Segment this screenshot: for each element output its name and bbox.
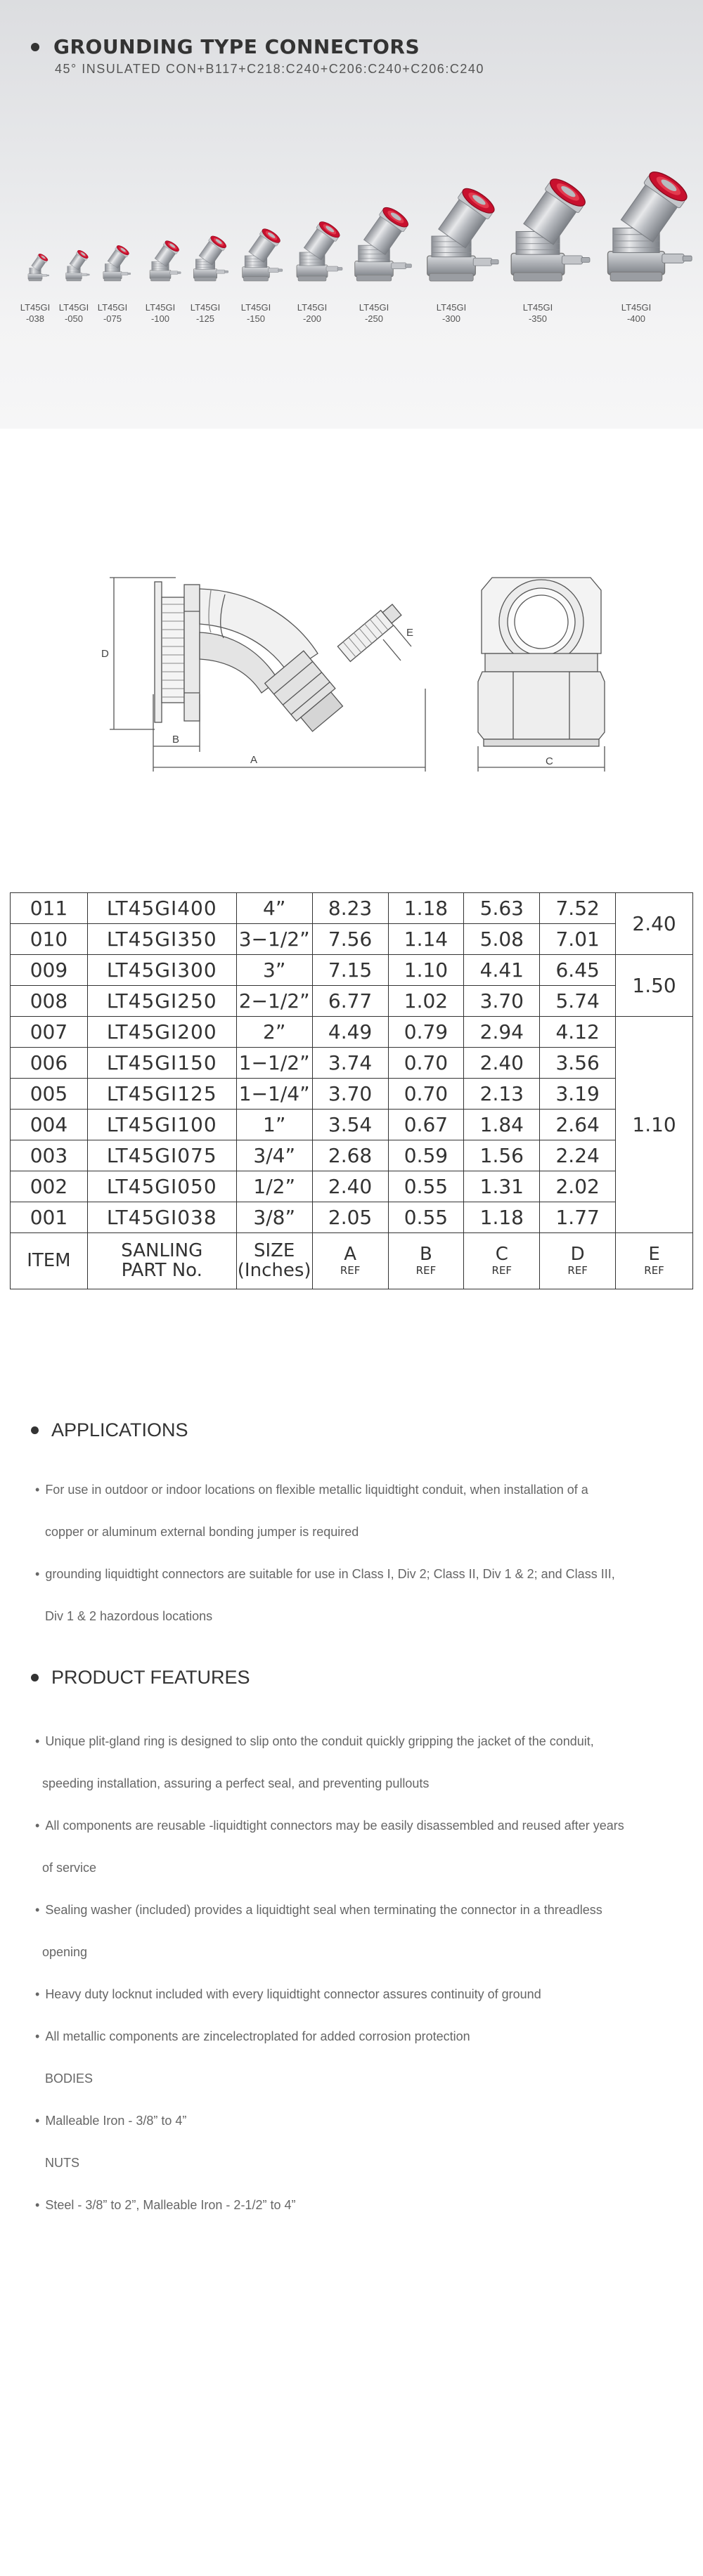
table-row [11, 1140, 693, 1171]
cell-b: 0.79 [388, 1017, 464, 1048]
cell-e: 1.50 [616, 955, 693, 1017]
cell-size: 3−1/2” [236, 924, 312, 955]
feature-item: • Heavy duty locknut included with every liquidtight connector assures continuity of ground [35, 1987, 541, 2001]
connector-label: LT45GI -200 [297, 302, 328, 324]
connector-image-4 [150, 239, 181, 281]
connector-image-8 [355, 204, 412, 281]
cell-d: 3.19 [540, 1079, 616, 1110]
hero-banner [0, 0, 703, 429]
cell-size: 4” [236, 893, 312, 924]
connector-image-1 [28, 252, 49, 281]
connector-image-11 [608, 167, 692, 281]
cell-a: 2.68 [312, 1140, 388, 1171]
feature-item: • All metallic components are zincelectroplated for added corrosion protection [35, 2029, 470, 2043]
cell-c: 4.41 [464, 955, 540, 986]
table-row [11, 1110, 693, 1140]
table-header-row [11, 1233, 693, 1289]
connector-image-9 [427, 184, 498, 281]
cell-c: 5.08 [464, 924, 540, 955]
cell-a: 3.70 [312, 1079, 388, 1110]
page-subtitle: 45° INSULATED CON+B117+C218:C240+C206:C240+C206:C240 [55, 62, 484, 76]
table-row [11, 1171, 693, 1202]
cell-a: 2.40 [312, 1171, 388, 1202]
cell-b: 0.67 [388, 1110, 464, 1140]
cell-b: 0.55 [388, 1202, 464, 1233]
cell-e: 2.40 [616, 893, 693, 955]
cell-a: 2.05 [312, 1202, 388, 1233]
cell-part: LT45GI100 [87, 1110, 236, 1140]
spec-table [10, 892, 693, 1289]
page-title: GROUNDING TYPE CONNECTORS [53, 35, 420, 58]
applications-title: APPLICATIONS [51, 1419, 188, 1440]
feature-item: • Unique plit-gland ring is designed to slip onto the conduit quickly gripping the jacket of the conduit, [35, 1734, 594, 1748]
cell-size: 2” [236, 1017, 312, 1048]
applications-item-cont: Div 1 & 2 hazordous locations [45, 1609, 213, 1623]
cell-d: 4.12 [540, 1017, 616, 1048]
cell-size: 1−1/4” [236, 1079, 312, 1110]
cell-item: 002 [11, 1171, 88, 1202]
dim-label-e: E [406, 627, 414, 639]
cell-item: 008 [11, 986, 88, 1017]
cell-c: 1.56 [464, 1140, 540, 1171]
cell-part: LT45GI075 [87, 1140, 236, 1171]
applications-item: • grounding liquidtight connectors are suitable for use in Class I, Div 2; Class II, Div 1 & 2; and Class III, [35, 1567, 615, 1581]
table-row [11, 1202, 693, 1233]
cell-c: 1.18 [464, 1202, 540, 1233]
dim-label-b: B [172, 734, 180, 746]
applications-item: • For use in outdoor or indoor locations on flexible metallic liquidtight conduit, when installation of a [35, 1483, 588, 1497]
dim-label-c: C [546, 755, 553, 767]
features-title: PRODUCT FEATURES [51, 1667, 250, 1688]
cell-item: 009 [11, 955, 88, 986]
connector-label: LT45GI -075 [97, 302, 128, 324]
connector-label: LT45GI -350 [522, 302, 553, 324]
bullet-dot-icon [31, 1426, 39, 1434]
feature-item: • Steel - 3/8” to 2”, Malleable Iron - 2-1/2” to 4” [35, 2198, 296, 2212]
connector-lineup-image [0, 0, 703, 429]
connector-image-10 [511, 174, 590, 281]
cell-part: LT45GI300 [87, 955, 236, 986]
cell-size: 1/2” [236, 1171, 312, 1202]
connector-label: LT45GI -250 [359, 302, 389, 324]
cell-part: LT45GI350 [87, 924, 236, 955]
cell-part: LT45GI250 [87, 986, 236, 1017]
cell-b: 1.02 [388, 986, 464, 1017]
header-cell: ITEM [11, 1233, 88, 1289]
cell-size: 3” [236, 955, 312, 986]
connector-label: LT45GI -125 [190, 302, 221, 324]
table-row [11, 955, 693, 986]
cell-c: 2.40 [464, 1048, 540, 1079]
connector-label: LT45GI -150 [240, 302, 271, 324]
feature-subheading-nuts: NUTS [45, 2156, 79, 2170]
header-cell: SIZE (Inches) [236, 1233, 312, 1289]
cell-c: 5.63 [464, 893, 540, 924]
cell-c: 1.84 [464, 1110, 540, 1140]
feature-item-cont: speeding installation, assuring a perfect seal, and preventing pullouts [42, 1776, 430, 1790]
cell-a: 3.54 [312, 1110, 388, 1140]
cell-part: LT45GI400 [87, 893, 236, 924]
cell-a: 6.77 [312, 986, 388, 1017]
dimension-drawing [0, 548, 703, 801]
cell-d: 7.52 [540, 893, 616, 924]
header-cell: D REF [540, 1233, 616, 1289]
cell-part: LT45GI038 [87, 1202, 236, 1233]
table-row [11, 1017, 693, 1048]
connector-image-7 [297, 219, 342, 281]
cell-d: 2.24 [540, 1140, 616, 1171]
cell-size: 3/8” [236, 1202, 312, 1233]
cell-item: 007 [11, 1017, 88, 1048]
cell-item: 004 [11, 1110, 88, 1140]
cell-c: 3.70 [464, 986, 540, 1017]
cell-b: 1.10 [388, 955, 464, 986]
cell-part: LT45GI200 [87, 1017, 236, 1048]
cell-part: LT45GI150 [87, 1048, 236, 1079]
cell-item: 005 [11, 1079, 88, 1110]
cell-size: 2−1/2” [236, 986, 312, 1017]
cell-item: 001 [11, 1202, 88, 1233]
feature-item: • All components are reusable -liquidtight connectors may be easily disassembled and reused after years [35, 1819, 624, 1833]
cell-a: 7.56 [312, 924, 388, 955]
header-cell: A REF [312, 1233, 388, 1289]
connector-label: LT45GI -100 [145, 302, 176, 324]
bullet-dot-icon [31, 1674, 39, 1681]
cell-d: 3.56 [540, 1048, 616, 1079]
cell-b: 1.14 [388, 924, 464, 955]
connector-image-2 [66, 249, 90, 281]
feature-subheading-bodies: BODIES [45, 2071, 93, 2086]
cell-size: 1” [236, 1110, 312, 1140]
cell-item: 003 [11, 1140, 88, 1171]
cell-e: 1.10 [616, 1017, 693, 1233]
cell-a: 3.74 [312, 1048, 388, 1079]
features-heading [31, 1667, 250, 1689]
cell-d: 6.45 [540, 955, 616, 986]
connector-label: LT45GI -038 [20, 302, 51, 324]
header-cell: E REF [616, 1233, 693, 1289]
cell-b: 1.18 [388, 893, 464, 924]
spec-table-body [11, 893, 693, 1289]
cell-c: 1.31 [464, 1171, 540, 1202]
cell-d: 2.02 [540, 1171, 616, 1202]
end-view-drawing [478, 578, 605, 772]
cell-size: 3/4” [236, 1140, 312, 1171]
dim-label-a: A [250, 754, 258, 766]
feature-item: • Sealing washer (included) provides a liquidtight seal when terminating the connector in a threadless [35, 1903, 602, 1917]
cell-size: 1−1/2” [236, 1048, 312, 1079]
header-cell: SANLING PART No. [87, 1233, 236, 1289]
cell-d: 5.74 [540, 986, 616, 1017]
connector-label: LT45GI -050 [58, 302, 89, 324]
cell-b: 0.70 [388, 1079, 464, 1110]
cell-b: 0.70 [388, 1048, 464, 1079]
cell-part: LT45GI125 [87, 1079, 236, 1110]
connector-label: LT45GI -300 [436, 302, 467, 324]
cell-item: 010 [11, 924, 88, 955]
dim-label-d: D [101, 648, 109, 660]
connector-image-6 [243, 226, 283, 281]
cell-a: 8.23 [312, 893, 388, 924]
feature-item-cont: opening [42, 1945, 88, 1959]
cell-d: 7.01 [540, 924, 616, 955]
feature-item-cont: of service [42, 1861, 97, 1875]
applications-item-cont: copper or aluminum external bonding jumper is required [45, 1525, 359, 1539]
applications-heading [31, 1419, 188, 1441]
cell-a: 4.49 [312, 1017, 388, 1048]
cell-part: LT45GI050 [87, 1171, 236, 1202]
cell-d: 2.64 [540, 1110, 616, 1140]
header-cell: C REF [464, 1233, 540, 1289]
table-row [11, 1048, 693, 1079]
table-row [11, 986, 693, 1017]
side-view-drawing [110, 578, 425, 772]
connector-image-3 [103, 244, 131, 281]
header-cell: B REF [388, 1233, 464, 1289]
table-row [11, 924, 693, 955]
connector-label: LT45GI -400 [621, 302, 652, 324]
cell-item: 006 [11, 1048, 88, 1079]
connector-image-5 [193, 234, 228, 281]
cell-d: 1.77 [540, 1202, 616, 1233]
cell-item: 011 [11, 893, 88, 924]
table-row [11, 1079, 693, 1110]
table-row [11, 893, 693, 924]
feature-item: • Malleable Iron - 3/8” to 4” [35, 2114, 187, 2128]
cell-b: 0.59 [388, 1140, 464, 1171]
cell-a: 7.15 [312, 955, 388, 986]
cell-c: 2.13 [464, 1079, 540, 1110]
cell-c: 2.94 [464, 1017, 540, 1048]
cell-b: 0.55 [388, 1171, 464, 1202]
